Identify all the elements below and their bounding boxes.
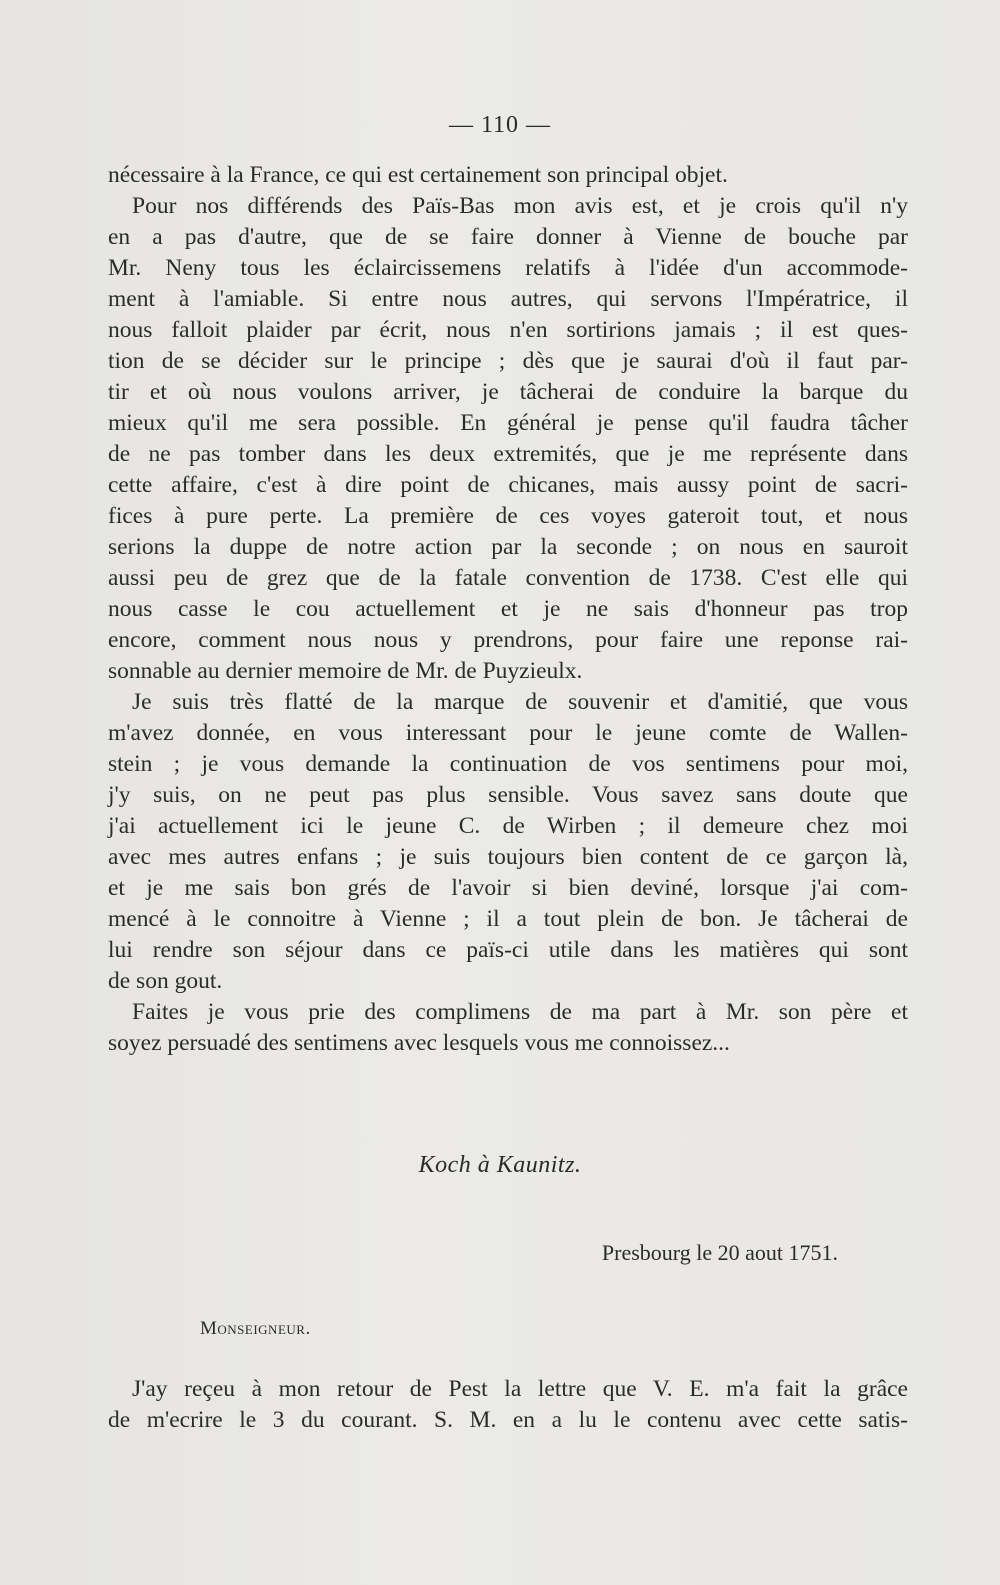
text-line: de son gout. — [108, 968, 223, 994]
text-line: et je me sais bon grés de l'avoir si bien deviné, lorsque j'ai com- — [108, 875, 908, 901]
text-line: serions la duppe de notre action par la seconde ; on nous en sauroit — [108, 534, 908, 560]
text-line: Faites je vous prie des complimens de ma part à Mr. son père et — [132, 999, 908, 1025]
text-line: mencé à le connoitre à Vienne ; il a tout plein de bon. Je tâcherai de — [108, 906, 908, 932]
text-line: cette affaire, c'est à dire point de chicanes, mais aussy point de sacri- — [108, 472, 908, 498]
text-line: aussi peu de grez que de la fatale convention de 1738. C'est elle qui — [108, 565, 908, 591]
letter-salutation: Monseigneur. — [200, 1318, 311, 1339]
text-line: ment à l'amiable. Si entre nous autres, qui servons l'Impératrice, il — [108, 286, 908, 312]
text-line: mieux qu'il me sera possible. En général je pense qu'il faudra tâcher — [108, 410, 908, 436]
text-line: Je suis très flatté de la marque de souvenir et d'amitié, que vous — [132, 689, 908, 715]
text-line: soyez persuadé des sentimens avec lesquels vous me connoissez... — [108, 1030, 730, 1056]
text-line: nous casse le cou actuellement et je ne sais d'honneur pas trop — [108, 596, 908, 622]
letter-dateline: Presbourg le 20 aout 1751. — [601, 1240, 838, 1265]
letter-continuation-text — [108, 160, 908, 1059]
text-line: j'y suis, on ne peut pas plus sensible. Vous savez sans doute que — [108, 782, 908, 808]
text-line: stein ; je vous demande la continuation de vos sentimens pour moi, — [108, 751, 908, 777]
text-line: tir et où nous voulons arriver, je tâcherai de conduire la barque du — [108, 379, 908, 405]
text-line: en a pas d'autre, que de se faire donner à Vienne de bouche par — [108, 224, 908, 250]
text-line: sonnable au dernier memoire de Mr. de Puyzieulx. — [108, 658, 583, 684]
text-line: fices à pure perte. La première de ces voyes gateroit tout, et nous — [108, 503, 908, 529]
text-line: Mr. Neny tous les éclaircissemens relatifs à l'idée d'un accommode- — [108, 255, 908, 281]
text-line: encore, comment nous nous y prendrons, pour faire une reponse rai- — [108, 627, 908, 653]
text-line: de ne pas tomber dans les deux extremités, que je me représente dans — [108, 441, 908, 467]
letter-heading: Koch à Kaunitz. — [418, 1152, 582, 1178]
text-line: j'ai actuellement ici le jeune C. de Wirben ; il demeure chez moi — [108, 813, 908, 839]
text-line: tion de se décider sur le principe ; dès que je saurai d'où il faut par- — [108, 348, 908, 374]
text-line: J'ay reçeu à mon retour de Pest la lettre que V. E. m'a fait la grâce — [132, 1376, 908, 1402]
next-letter-body — [108, 1374, 908, 1436]
text-line: nous falloit plaider par écrit, nous n'en sortirions jamais ; il est ques- — [108, 317, 908, 343]
text-line: nécessaire à la France, ce qui est certainement son principal objet. — [108, 162, 728, 188]
text-line: lui rendre son séjour dans ce païs-ci utile dans les matières qui sont — [108, 937, 908, 963]
text-line: avec mes autres enfans ; je suis toujours bien content de ce garçon là, — [108, 844, 908, 870]
text-line: Pour nos différends des Païs-Bas mon avis est, et je crois qu'il n'y — [132, 193, 908, 219]
text-line: m'avez donnée, en vous interessant pour le jeune comte de Wallen- — [108, 720, 908, 746]
page-number: — 110 — — [448, 112, 552, 138]
text-line: de m'ecrire le 3 du courant. S. M. en a lu le contenu avec cette satis- — [108, 1407, 908, 1433]
